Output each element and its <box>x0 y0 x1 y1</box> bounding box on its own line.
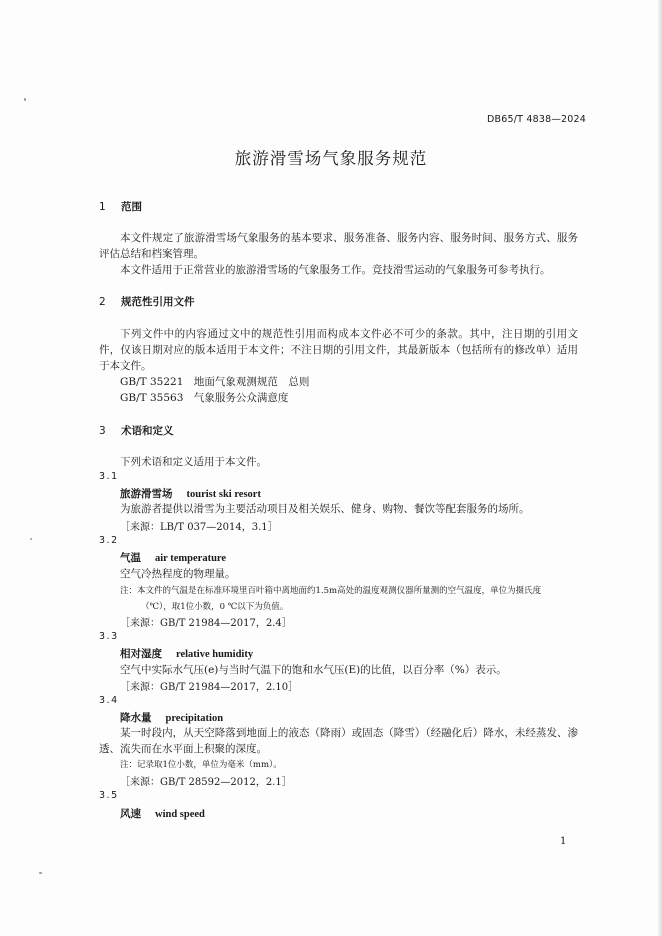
section-title: 规范性引用文件 <box>121 296 195 308</box>
term-chinese: 风速 <box>120 808 141 820</box>
standard-code: DB65/T 4838—2024 <box>487 114 586 125</box>
term-definition: 空气冷热程度的物理量。 <box>120 568 236 580</box>
section-number: 3 <box>99 425 106 437</box>
scan-edge <box>658 0 662 936</box>
term-definition: 为旅游者提供以滑雪为主要活动项目及相关娱乐、健身、购物、餐饮等配套服务的场所。 <box>120 503 530 515</box>
term-source: ［来源：LB/T 037—2014，3.1］ <box>120 522 278 533</box>
term-source: ［来源：GB/T 21984—2017，2.10］ <box>120 682 299 693</box>
section-number: 2 <box>99 296 106 308</box>
normative-paragraph: 下列文件中的内容通过文中的规范性引用而构成本文件必不可少的条款。其中，注日期的引用文件，仅该日期对应的版本适用于本文件；不注日期的引用文件，其最新版本（包括所有的修改单）适用于本文件。 <box>99 328 578 372</box>
term-english: precipitation <box>165 713 224 724</box>
term-note: 注：记录取1位小数，单位为毫米（mm）。 <box>120 760 282 770</box>
term-chinese: 旅游滑雪场 <box>120 488 173 500</box>
term-heading <box>120 550 226 565</box>
term-english: relative humidity <box>176 649 254 660</box>
section-number: 1 <box>99 201 106 213</box>
scope-paragraph-1: 本文件规定了旅游滑雪场气象服务的基本要求、服务准备、服务内容、服务时间、服务方式、服务评估总结和档案管理。 <box>99 232 578 260</box>
term-source: ［来源：GB/T 28592—2012，2.1］ <box>120 777 292 788</box>
section-heading-scope <box>99 199 142 214</box>
scan-speck <box>24 98 26 101</box>
terms-intro: 下列术语和定义适用于本文件。 <box>120 456 267 468</box>
term-number: 3.1 <box>99 471 119 482</box>
term-definition: 某一时段内，从天空降落到地面上的液态（降雨）或固态（降雪）（经融化后）降水，未经蒸发、渗透、流失而在水平面上积聚的深度。 <box>99 727 578 755</box>
term-number: 3.5 <box>99 790 119 801</box>
section-heading-terms <box>99 423 174 438</box>
term-number: 3.4 <box>99 695 119 706</box>
reference-item: GB/T 35563 气象服务公众满意度 <box>120 392 289 404</box>
term-heading <box>120 710 223 725</box>
term-source: ［来源：GB/T 21984—2017，2.4］ <box>120 618 292 629</box>
scan-speck <box>39 872 42 874</box>
term-note-continued: （℃），取1位小数，0 ℃以下为负值。 <box>141 602 289 612</box>
term-definition: 空气中实际水气压(e)与当时气温下的饱和水气压(E)的比值，以百分率（%）表示。 <box>120 664 507 676</box>
term-note: 注：本文件的气温是在标准环境里百叶箱中离地面约1.5m高处的温度观测仪器所量测的空气温度，单位为摄氏度 <box>120 586 542 596</box>
term-chinese: 降水量 <box>120 712 152 724</box>
section-heading-normative-references <box>99 294 195 309</box>
term-heading <box>120 486 261 501</box>
term-chinese: 相对湿度 <box>120 648 162 660</box>
term-english: air temperature <box>155 553 227 564</box>
term-heading <box>120 806 205 821</box>
term-number: 3.2 <box>99 535 119 546</box>
page-number: 1 <box>560 836 567 847</box>
term-english: tourist ski resort <box>186 489 261 500</box>
section-title: 术语和定义 <box>121 425 174 437</box>
term-chinese: 气温 <box>120 552 141 564</box>
term-heading <box>120 646 253 661</box>
document-title: 旅游滑雪场气象服务规范 <box>234 149 428 168</box>
term-number: 3.3 <box>99 631 119 642</box>
scan-speck <box>30 538 32 540</box>
scope-paragraph-2: 本文件适用于正常营业的旅游滑雪场的气象服务工作。竞技滑雪运动的气象服务可参考执行。 <box>120 264 551 276</box>
section-title: 范围 <box>121 201 142 213</box>
term-english: wind speed <box>155 809 205 820</box>
reference-item: GB/T 35221 地面气象观测规范 总则 <box>120 376 310 388</box>
